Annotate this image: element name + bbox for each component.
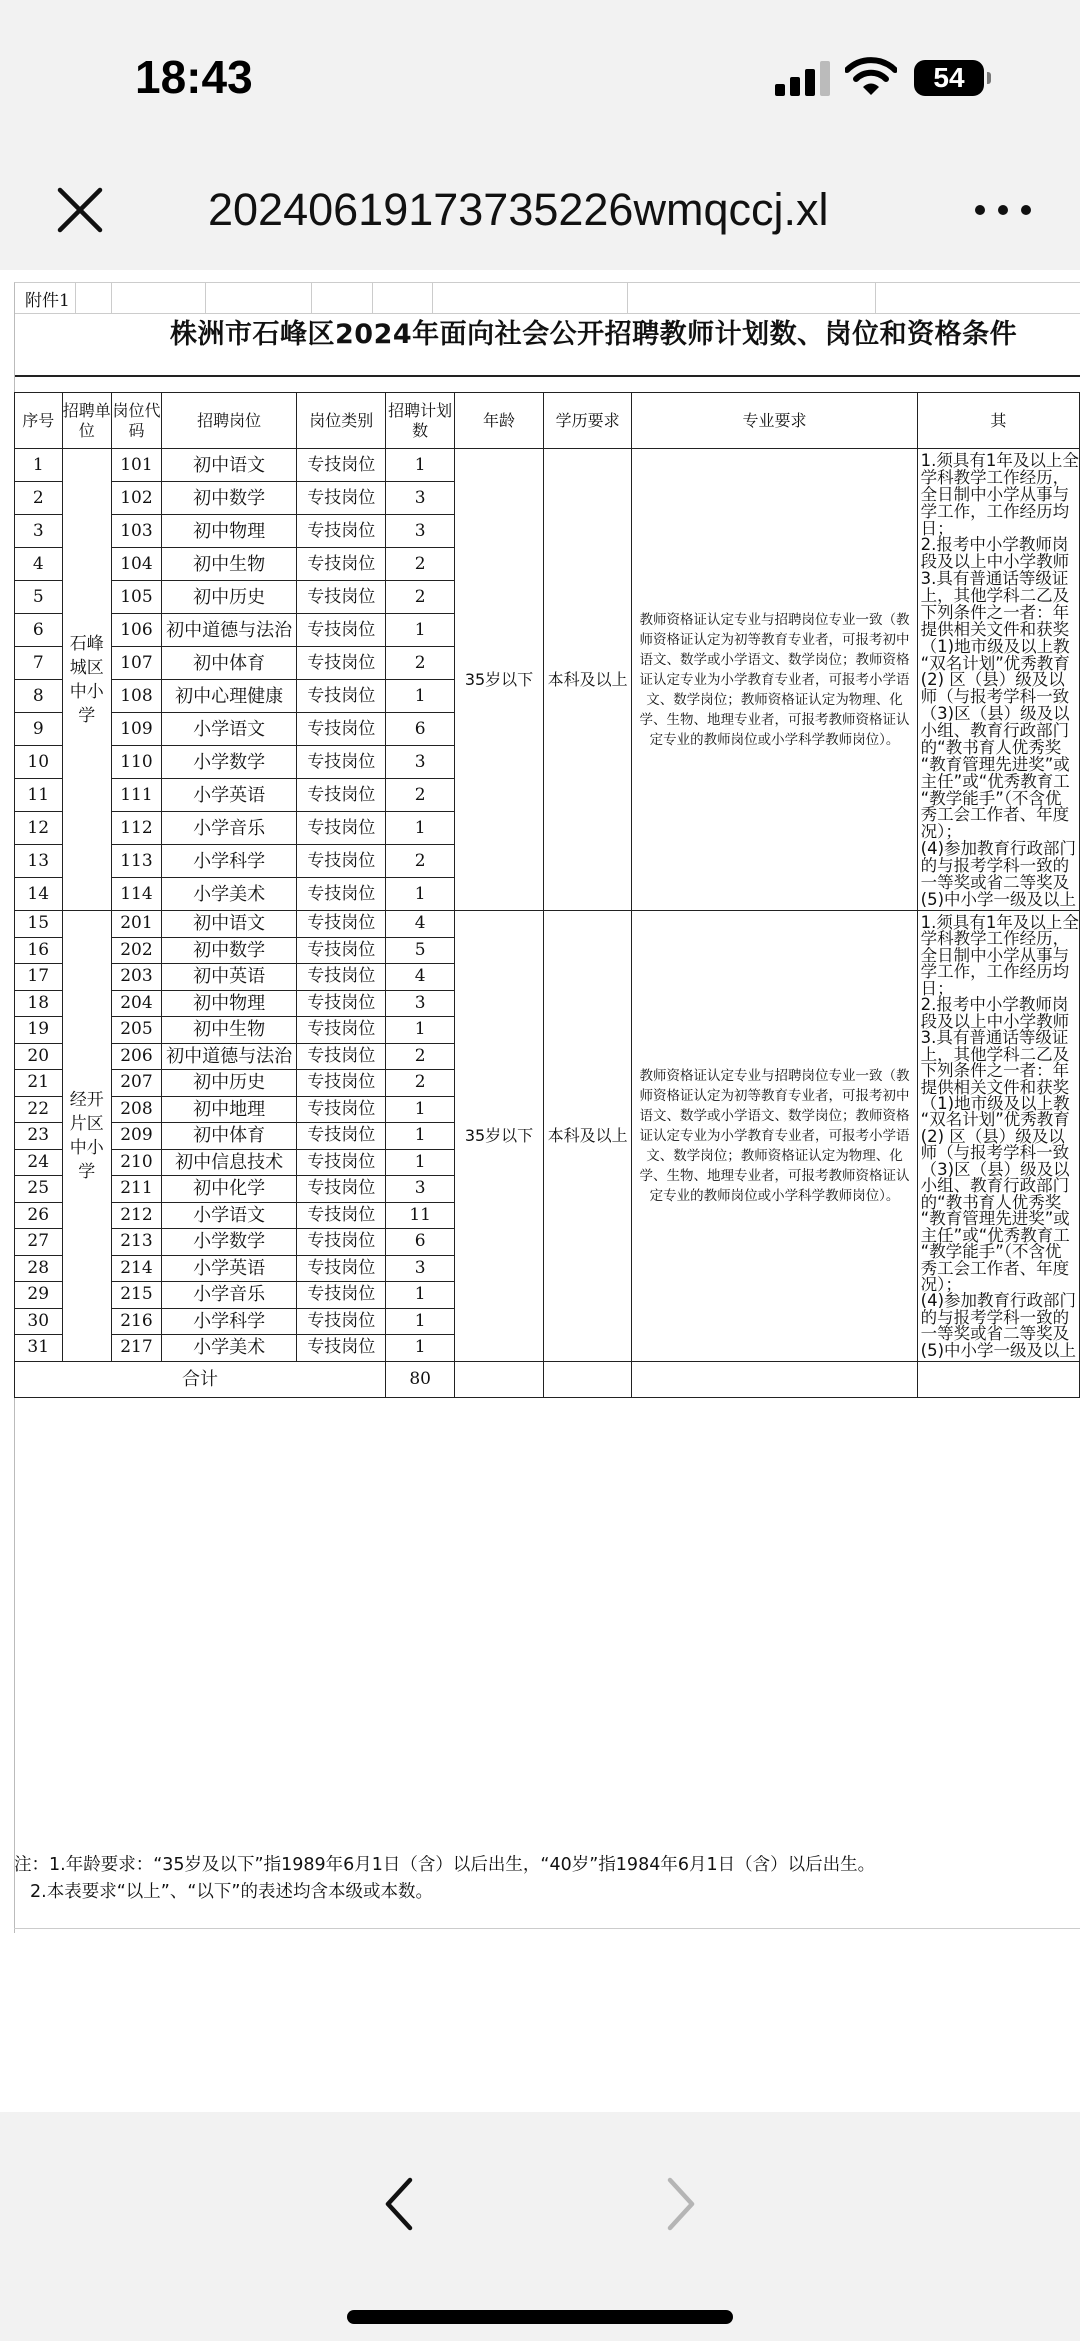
cell-count: 1 <box>386 614 455 647</box>
other-line: 的“教书育人优秀奖 <box>920 1192 1062 1212</box>
other-line: 学工作，工作经历均 <box>920 962 1070 982</box>
cell-code: 216 <box>112 1308 162 1335</box>
cell-education: 本科及以上 <box>543 449 632 911</box>
cell-count: 1 <box>386 1308 455 1335</box>
cell-code: 201 <box>112 911 162 938</box>
other-line: 日； <box>920 518 954 538</box>
other-line: 小组、教育行政部门 <box>920 721 1070 740</box>
other-line: 一等奖或省二等奖及 <box>920 1324 1070 1344</box>
cellular-signal-icon <box>775 60 835 96</box>
cell-category: 专技岗位 <box>297 911 386 938</box>
cell-post: 初中历史 <box>161 581 297 614</box>
cell-seq: 31 <box>15 1335 63 1362</box>
other-line: 上，其他学科二乙及 <box>920 1044 1070 1064</box>
cell-seq: 6 <box>15 614 63 647</box>
status-bar <box>0 0 1080 150</box>
cell-category: 专技岗位 <box>297 581 386 614</box>
other-line: 学科教学工作经历， <box>920 467 1070 487</box>
file-title: 20240619173735226wmqccj.xl <box>208 184 829 235</box>
cell-seq: 1 <box>15 449 63 482</box>
cell-count: 5 <box>386 937 455 964</box>
other-line: 下列条件之一者：年 <box>920 1061 1070 1081</box>
other-line: 学工作，工作经历均 <box>920 501 1070 521</box>
cell-code: 105 <box>112 581 162 614</box>
cell-post: 小学美术 <box>161 1335 297 1362</box>
cell-post: 初中体育 <box>161 1123 297 1150</box>
cell-count: 6 <box>386 713 455 746</box>
cell-category: 专技岗位 <box>297 937 386 964</box>
other-line: 3.具有普通话等级证 <box>920 1028 1069 1048</box>
cell-count: 1 <box>386 812 455 845</box>
cell-seq: 22 <box>15 1096 63 1123</box>
cell-code: 213 <box>112 1229 162 1256</box>
cell-seq: 7 <box>15 647 63 680</box>
empty-cell <box>543 1361 632 1397</box>
cell-seq: 17 <box>15 964 63 991</box>
cell-post: 初中心理健康 <box>161 680 297 713</box>
cell-post: 小学语文 <box>161 1202 297 1229</box>
cell-count: 4 <box>386 911 455 938</box>
empty-cell <box>632 1361 917 1397</box>
cell-count: 1 <box>386 1149 455 1176</box>
cell-code: 110 <box>112 746 162 779</box>
other-line: 师（与报考学科一致 <box>920 1143 1070 1163</box>
other-line: (2) 区（县）级及以 <box>920 1126 1065 1146</box>
cell-seq: 12 <box>15 812 63 845</box>
cell-code: 211 <box>112 1176 162 1203</box>
cell-post: 小学美术 <box>161 878 297 911</box>
cell-post: 初中历史 <box>161 1070 297 1097</box>
cell-category: 专技岗位 <box>297 964 386 991</box>
cell-category: 专技岗位 <box>297 482 386 515</box>
cell-post: 小学英语 <box>161 1255 297 1282</box>
other-line: 日； <box>920 978 954 998</box>
other-line: (5)中小学一级及以上 <box>920 1340 1077 1360</box>
total-label: 合计 <box>15 1361 386 1397</box>
cell-count: 3 <box>386 482 455 515</box>
cell-category: 专技岗位 <box>297 1017 386 1044</box>
cell-count: 3 <box>386 746 455 779</box>
table-header-row <box>15 393 1080 449</box>
cell-post: 初中物理 <box>161 990 297 1017</box>
navigation-bar <box>0 150 1080 270</box>
total-row <box>15 1361 1080 1397</box>
cell-code: 102 <box>112 482 162 515</box>
cell-post: 小学科学 <box>161 1308 297 1335</box>
cell-post: 初中语文 <box>161 449 297 482</box>
cell-education: 本科及以上 <box>543 911 632 1362</box>
cell-category: 专技岗位 <box>297 1255 386 1282</box>
cell-count: 3 <box>386 1255 455 1282</box>
cell-seq: 30 <box>15 1308 63 1335</box>
other-line: “教学能手”（不含优 <box>920 788 1062 808</box>
total-value: 80 <box>386 1361 455 1397</box>
cell-category: 专技岗位 <box>297 1176 386 1203</box>
other-line: （1)地市级及以上教 <box>920 1093 1070 1113</box>
note-1: 注：1.年龄要求：“35岁及以下”指1989年6月1日（含）以后出生，“40岁”指1984年6月1日（含）以后出生。 <box>14 1855 876 1875</box>
other-line: 秀工会工作者、年度 <box>920 1258 1070 1278</box>
header-category: 岗位类别 <box>297 393 386 449</box>
other-line: “双名计划”优秀教育 <box>920 1110 1070 1130</box>
cell-category: 专技岗位 <box>297 1282 386 1309</box>
cell-count: 4 <box>386 964 455 991</box>
cell-code: 212 <box>112 1202 162 1229</box>
cell-seq: 4 <box>15 548 63 581</box>
cell-category: 专技岗位 <box>297 1149 386 1176</box>
cell-category: 专技岗位 <box>297 845 386 878</box>
other-line: 全日制中小学从事与 <box>920 945 1070 965</box>
other-line: 上，其他学科二乙及 <box>920 586 1070 605</box>
cell-category: 专技岗位 <box>297 1308 386 1335</box>
cell-count: 1 <box>386 1282 455 1309</box>
cell-major: 教师资格证认定专业与招聘岗位专业一致（教师资格证认定为初等教育专业者，可报考初中语文、数学或小学语文、数学岗位；教师资格证认定专业为小学教育专业者，可报考小学语文、数学岗位；教师资格证认定为物理、化学、生物、地理专业者，可报考教师资格证认定专业的教师岗位或小学科学教师岗位）。 <box>632 449 917 911</box>
cell-code: 208 <box>112 1096 162 1123</box>
cell-category: 专技岗位 <box>297 548 386 581</box>
cell-count: 6 <box>386 1229 455 1256</box>
cell-post: 小学音乐 <box>161 1282 297 1309</box>
cell-post: 初中地理 <box>161 1096 297 1123</box>
other-line: 一等奖或省二等奖及 <box>920 872 1070 892</box>
other-line: 提供相关文件和获奖 <box>920 1077 1070 1097</box>
other-line: 小组、教育行政部门 <box>920 1176 1070 1196</box>
cell-seq: 11 <box>15 779 63 812</box>
cell-count: 3 <box>386 990 455 1017</box>
cell-unit: 经开片区中小学 <box>62 911 112 1362</box>
empty-cell <box>455 1361 544 1397</box>
cell-count: 2 <box>386 1070 455 1097</box>
battery-icon: 54 <box>914 60 984 96</box>
cell-category: 专技岗位 <box>297 680 386 713</box>
cell-post: 初中生物 <box>161 548 297 581</box>
cell-category: 专技岗位 <box>297 1335 386 1362</box>
cell-count: 1 <box>386 680 455 713</box>
other-line: 下列条件之一者：年 <box>920 602 1070 622</box>
cell-category: 专技岗位 <box>297 449 386 482</box>
cell-category: 专技岗位 <box>297 647 386 680</box>
more-options-icon[interactable] <box>975 200 1035 220</box>
cell-category: 专技岗位 <box>297 990 386 1017</box>
other-line: 提供相关文件和获奖 <box>920 619 1070 639</box>
cell-seq: 5 <box>15 581 63 614</box>
cell-code: 107 <box>112 647 162 680</box>
cell-post: 初中数学 <box>161 482 297 515</box>
cell-code: 207 <box>112 1070 162 1097</box>
other-line: 师（与报考学科一致 <box>920 687 1070 707</box>
cell-category: 专技岗位 <box>297 812 386 845</box>
status-time: 18:43 <box>135 51 253 103</box>
cell-count: 3 <box>386 1176 455 1203</box>
cell-unit: 石峰城区中小学 <box>62 449 112 911</box>
cell-seq: 25 <box>15 1176 63 1203</box>
table-row <box>15 911 1080 938</box>
cell-code: 112 <box>112 812 162 845</box>
recruitment-table <box>14 392 1080 1398</box>
header-other: 其 <box>917 393 1079 449</box>
cell-category: 专技岗位 <box>297 746 386 779</box>
other-line: 2.报考中小学教师岗 <box>920 995 1069 1015</box>
cell-code: 106 <box>112 614 162 647</box>
cell-code: 203 <box>112 964 162 991</box>
back-arrow-icon[interactable] <box>380 2174 420 2234</box>
other-line: “教育管理先进奖”或 <box>920 1209 1070 1229</box>
cell-post: 初中语文 <box>161 911 297 938</box>
other-line: “教学能手”（不含优 <box>920 1242 1062 1262</box>
cell-code: 214 <box>112 1255 162 1282</box>
cell-category: 专技岗位 <box>297 1229 386 1256</box>
other-line: “教育管理先进奖”或 <box>920 754 1070 774</box>
cell-seq: 3 <box>15 515 63 548</box>
cell-count: 2 <box>386 647 455 680</box>
other-line: 况）； <box>920 822 962 842</box>
header-major: 专业要求 <box>632 393 917 449</box>
cell-seq: 16 <box>15 937 63 964</box>
cell-seq: 10 <box>15 746 63 779</box>
cell-code: 202 <box>112 937 162 964</box>
cell-post: 小学语文 <box>161 713 297 746</box>
other-line: 主任”或“优秀教育工 <box>920 1225 1070 1245</box>
header-unit: 招聘单位 <box>62 393 112 449</box>
cell-category: 专技岗位 <box>297 515 386 548</box>
other-line: 的“教书育人优秀奖 <box>920 737 1062 757</box>
cell-post: 初中道德与法治 <box>161 614 297 647</box>
cell-seq: 29 <box>15 1282 63 1309</box>
cell-seq: 24 <box>15 1149 63 1176</box>
cell-code: 104 <box>112 548 162 581</box>
cell-count: 1 <box>386 449 455 482</box>
cell-category: 专技岗位 <box>297 779 386 812</box>
bottom-toolbar <box>0 2112 1080 2341</box>
cell-seq: 15 <box>15 911 63 938</box>
cell-code: 205 <box>112 1017 162 1044</box>
cell-seq: 2 <box>15 482 63 515</box>
cell-count: 2 <box>386 548 455 581</box>
cell-category: 专技岗位 <box>297 1202 386 1229</box>
other-line: 段及以上中小学教师 <box>920 552 1070 572</box>
cell-category: 专技岗位 <box>297 713 386 746</box>
other-line: (4)参加教育行政部门 <box>920 839 1077 859</box>
cell-code: 113 <box>112 845 162 878</box>
other-line: 段及以上中小学教师 <box>920 1011 1070 1031</box>
cell-seq: 18 <box>15 990 63 1017</box>
cell-code: 101 <box>112 449 162 482</box>
other-line: （3)区（县）级及以 <box>920 1159 1070 1179</box>
cell-code: 206 <box>112 1043 162 1070</box>
other-line: 秀工会工作者、年度 <box>920 805 1070 825</box>
cell-category: 专技岗位 <box>297 1123 386 1150</box>
close-icon[interactable] <box>50 180 110 240</box>
cell-post: 小学音乐 <box>161 812 297 845</box>
cell-post: 小学数学 <box>161 1229 297 1256</box>
forward-arrow-icon[interactable] <box>660 2174 700 2234</box>
cell-code: 111 <box>112 779 162 812</box>
cell-category: 专技岗位 <box>297 1096 386 1123</box>
cell-count: 3 <box>386 515 455 548</box>
cell-seq: 14 <box>15 878 63 911</box>
attachment-label: 附件1 <box>25 291 70 311</box>
cell-age: 35岁以下 <box>455 911 544 1362</box>
header-age: 年龄 <box>455 393 544 449</box>
table-row <box>15 449 1080 482</box>
cell-count: 2 <box>386 779 455 812</box>
empty-cell <box>917 1361 1079 1397</box>
cell-post: 初中信息技术 <box>161 1149 297 1176</box>
cell-age: 35岁以下 <box>455 449 544 911</box>
cell-category: 专技岗位 <box>297 614 386 647</box>
cell-seq: 9 <box>15 713 63 746</box>
other-line: “双名计划”优秀教育 <box>920 653 1070 673</box>
cell-other <box>917 911 1079 1362</box>
cell-count: 2 <box>386 1043 455 1070</box>
cell-code: 114 <box>112 878 162 911</box>
other-line: 2.报考中小学教师岗 <box>920 535 1069 555</box>
cell-seq: 26 <box>15 1202 63 1229</box>
other-line: 全日制中小学从事与 <box>920 484 1070 504</box>
other-line: (2) 区（县）级及以 <box>920 670 1065 690</box>
cell-post: 初中道德与法治 <box>161 1043 297 1070</box>
cell-post: 小学科学 <box>161 845 297 878</box>
home-indicator <box>347 2310 733 2324</box>
cell-code: 108 <box>112 680 162 713</box>
cell-code: 209 <box>112 1123 162 1150</box>
cell-post: 初中体育 <box>161 647 297 680</box>
wifi-icon <box>845 56 897 96</box>
other-line: （1)地市级及以上教 <box>920 636 1070 656</box>
other-line: 的与报考学科一致的 <box>920 1307 1070 1327</box>
document-title: 株洲市石峰区2024年面向社会公开招聘教师计划数、岗位和资格条件 <box>170 319 1018 350</box>
cell-count: 1 <box>386 1017 455 1044</box>
cell-category: 专技岗位 <box>297 1070 386 1097</box>
cell-seq: 13 <box>15 845 63 878</box>
spreadsheet-view[interactable] <box>0 270 1080 2110</box>
cell-post: 初中物理 <box>161 515 297 548</box>
other-line: 3.具有普通话等级证 <box>920 569 1069 589</box>
cell-post: 初中生物 <box>161 1017 297 1044</box>
cell-seq: 21 <box>15 1070 63 1097</box>
cell-category: 专技岗位 <box>297 878 386 911</box>
cell-post: 初中化学 <box>161 1176 297 1203</box>
cell-count: 1 <box>386 1096 455 1123</box>
other-line: (5)中小学一级及以上 <box>920 889 1077 909</box>
cell-seq: 19 <box>15 1017 63 1044</box>
cell-seq: 20 <box>15 1043 63 1070</box>
cell-code: 217 <box>112 1335 162 1362</box>
other-line: 况）； <box>920 1274 962 1294</box>
cell-post: 初中英语 <box>161 964 297 991</box>
cell-seq: 27 <box>15 1229 63 1256</box>
other-line: 1.须具有1年及以上全 <box>920 451 1079 470</box>
cell-major: 教师资格证认定专业与招聘岗位专业一致（教师资格证认定为初等教育专业者，可报考初中语文、数学或小学语文、数学岗位；教师资格证认定专业为小学教育专业者，可报考小学语文、数学岗位；教师资格证认定为物理、化学、生物、地理专业者，可报考教师资格证认定专业的教师岗位或小学科学教师岗位）。 <box>632 911 917 1362</box>
cell-count: 2 <box>386 581 455 614</box>
header-count: 招聘计划数 <box>386 393 455 449</box>
cell-code: 103 <box>112 515 162 548</box>
other-line: (4)参加教育行政部门 <box>920 1291 1077 1311</box>
cell-code: 215 <box>112 1282 162 1309</box>
cell-count: 1 <box>386 1335 455 1362</box>
cell-post: 小学数学 <box>161 746 297 779</box>
cell-seq: 23 <box>15 1123 63 1150</box>
note-2: 2.本表要求“以上”、“以下”的表述均含本级或本数。 <box>30 1882 433 1902</box>
cell-count: 2 <box>386 845 455 878</box>
cell-seq: 8 <box>15 680 63 713</box>
header-code: 岗位代码 <box>112 393 162 449</box>
other-line: 1.须具有1年及以上全 <box>920 913 1079 932</box>
cell-post: 小学英语 <box>161 779 297 812</box>
cell-code: 210 <box>112 1149 162 1176</box>
cell-count: 1 <box>386 878 455 911</box>
cell-category: 专技岗位 <box>297 1043 386 1070</box>
cell-count: 1 <box>386 1123 455 1150</box>
header-education: 学历要求 <box>543 393 632 449</box>
other-line: （3)区（县）级及以 <box>920 704 1070 724</box>
cell-count: 11 <box>386 1202 455 1229</box>
cell-seq: 28 <box>15 1255 63 1282</box>
cell-code: 204 <box>112 990 162 1017</box>
cell-post: 初中数学 <box>161 937 297 964</box>
header-post: 招聘岗位 <box>161 393 297 449</box>
table-notes <box>14 1852 875 1906</box>
other-line: 主任”或“优秀教育工 <box>920 771 1070 791</box>
cell-other <box>917 449 1079 911</box>
cell-code: 109 <box>112 713 162 746</box>
header-seq: 序号 <box>15 393 63 449</box>
other-line: 学科教学工作经历， <box>920 929 1070 949</box>
other-line: 的与报考学科一致的 <box>920 856 1070 875</box>
